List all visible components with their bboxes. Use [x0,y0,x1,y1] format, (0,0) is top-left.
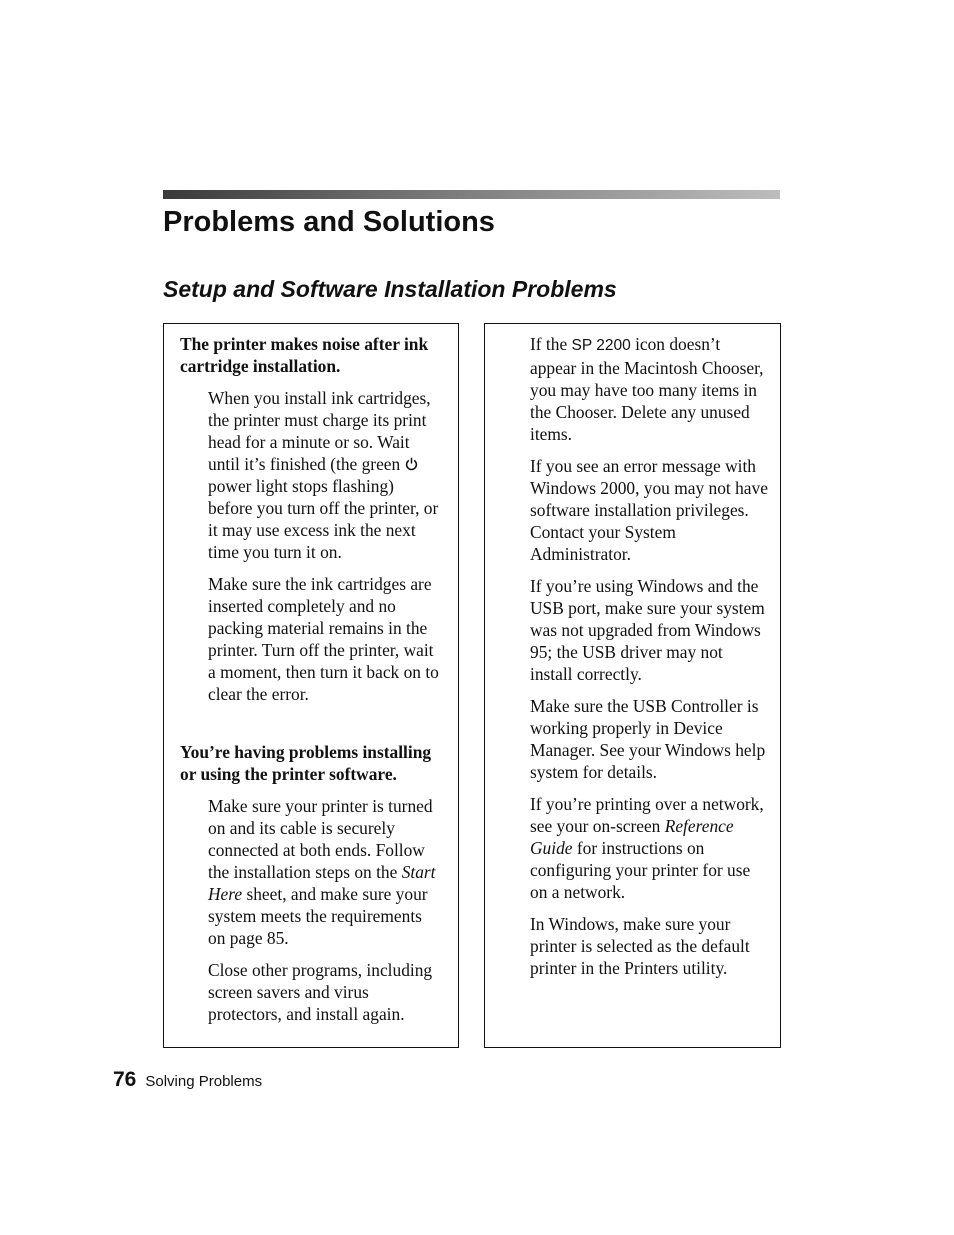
solution-text: for instructions on configuring your printer for use on a network. [530,838,751,902]
right-problems-box [484,323,781,1048]
solution-text: If you’re printing over a network, see your on-screen [530,794,764,836]
solution-text: When you install ink cartridges, the printer must charge its print head for a minute or so. Wait until it’s finished (the green [208,388,431,474]
solution-paragraph: Make sure the USB Controller is working properly in Device Manager. See your Windows help system for details. [530,696,766,782]
solution-paragraph: In Windows, make sure your printer is selected as the default printer in the Printers utility. [530,914,750,978]
solution-paragraph [208,387,442,563]
header-rule-bar [163,190,780,199]
page-number: 76 [113,1068,137,1091]
problem-heading-software: You’re having problems installing or using the printer software. [180,742,432,784]
footer-chapter-label: Solving Problems [145,1073,263,1090]
spacer [180,715,442,741]
solution-text: icon doesn’t appear in the Macintosh Chooser, you may have too many items in the Chooser. Delete any unused items. [530,334,764,444]
page-title: Problems and Solutions [163,206,495,238]
printer-name: SP 2200 [571,337,631,354]
problem-heading-noise: The printer makes noise after ink cartridge installation. [180,334,429,376]
solution-paragraph: Close other programs, including screen savers and virus protectors, and install again. [208,960,433,1024]
solution-text: Make sure your printer is turned on and its cable is securely connected at both ends. Follow the installation steps on the [208,796,433,882]
solution-text: sheet, and make sure your system meets the requirements on page 85. [208,884,428,948]
solution-paragraph: Make sure the ink cartridges are inserted completely and no packing material remains in the printer. Turn off the printer, wait a moment, then turn it back on to clear the error. [208,574,439,704]
section-title: Setup and Software Installation Problems [163,276,617,302]
solution-paragraph [208,795,442,949]
page-footer [113,1066,262,1094]
power-icon [405,457,418,471]
solution-paragraph: If you’re using Windows and the USB port, make sure your system was not upgraded from Windows 95; the USB driver may not install correctly. [530,576,765,684]
solution-text: power light stops flashing) before you turn off the printer, or it may use excess ink the next time you turn it on. [208,476,439,562]
start-here-reference: Start Here [208,862,436,904]
solution-paragraph [530,333,768,445]
solution-text: If the [530,334,572,354]
solution-paragraph: If you see an error message with Windows 2000, you may not have software installation privileges. Contact your System Administrator. [530,456,768,564]
left-problems-box [163,323,459,1048]
solution-paragraph [530,793,768,903]
reference-guide-reference: Reference Guide [530,816,734,858]
